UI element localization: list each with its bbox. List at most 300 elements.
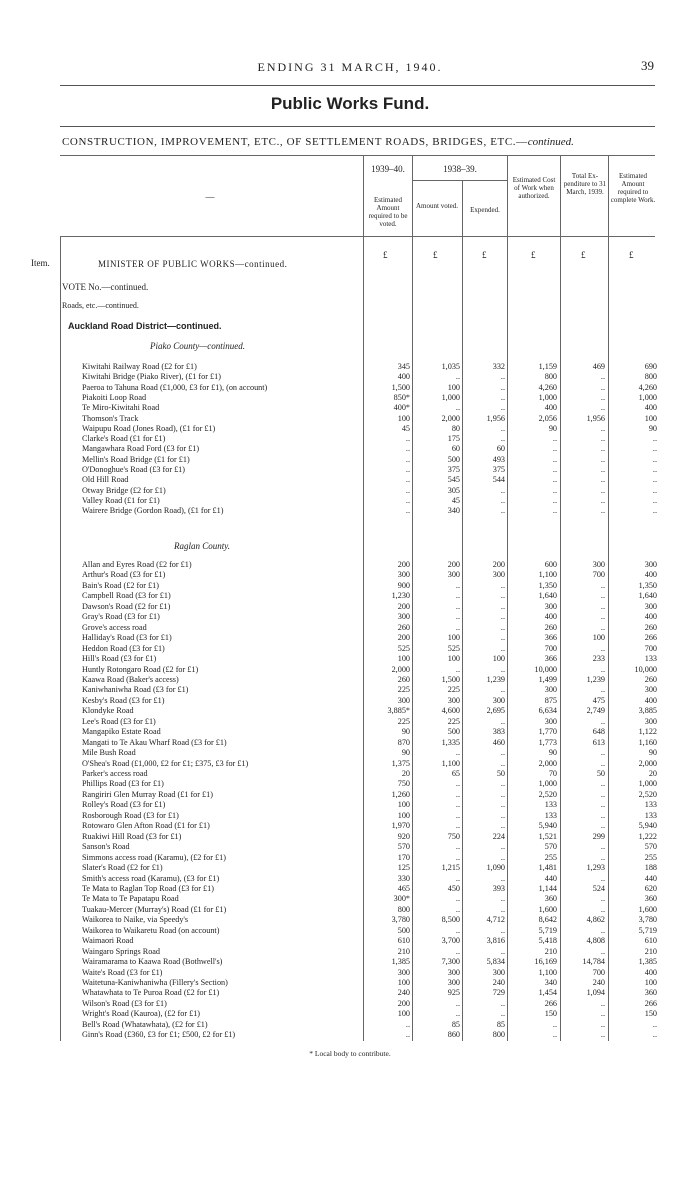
cell-exp: ..: [500, 873, 505, 883]
cell-exp: 4,712: [486, 915, 505, 925]
cell-exp: ..: [500, 904, 505, 914]
cell-total: 100: [592, 633, 605, 643]
cell-est: 400*: [393, 403, 410, 413]
cell-est: 1,385: [391, 957, 410, 967]
cell-est: 240: [397, 988, 410, 998]
cell-complete: 150: [644, 1009, 657, 1019]
cell-est: ..: [405, 465, 410, 474]
cell-complete: ..: [652, 475, 657, 485]
cell-exp: ..: [500, 894, 505, 904]
cell-voted: 8,500: [441, 915, 460, 925]
cell-voted: 1,035: [441, 362, 460, 371]
cell-total: ..: [600, 382, 605, 392]
cell-cost: 340: [544, 978, 557, 987]
cell-est: ..: [405, 444, 410, 454]
road-name: Huntly Rotongaro Road (£2 for £1): [82, 664, 199, 674]
table-row: [0, 894, 700, 904]
table-row: [0, 393, 700, 403]
pound-sign: £: [629, 250, 634, 260]
cell-cost: 1,000: [538, 392, 557, 402]
cell-exp: 493: [492, 454, 505, 464]
cell-complete: 90: [648, 748, 657, 758]
cell-voted: 200: [447, 560, 460, 569]
table-row: [0, 936, 700, 946]
cell-est: 20: [401, 769, 410, 778]
table-row: [0, 581, 700, 591]
cell-est: ..: [405, 1019, 410, 1029]
cell-total: ..: [600, 852, 605, 862]
cell-exp: ..: [500, 506, 505, 516]
road-name: Waimaori Road: [82, 936, 134, 946]
cell-complete: 260: [644, 674, 657, 684]
cell-total: ..: [600, 495, 605, 505]
cell-est: 3,885*: [387, 706, 410, 716]
cell-exp: 300: [492, 570, 505, 580]
cell-total: ..: [600, 998, 605, 1008]
cell-exp: ..: [500, 423, 505, 433]
road-name: Parker's access road: [82, 769, 148, 778]
cell-cost: 800: [544, 372, 557, 382]
cell-total: ..: [600, 716, 605, 726]
table-row: [0, 1009, 700, 1019]
cell-voted: ..: [455, 946, 460, 956]
cell-cost: ..: [552, 444, 557, 454]
cell-exp: ..: [500, 403, 505, 413]
cell-voted: ..: [455, 612, 460, 622]
cell-total: ..: [600, 873, 605, 883]
table-row: [0, 759, 700, 769]
cell-cost: 1,159: [538, 362, 557, 371]
cell-est: 800: [397, 904, 410, 914]
road-name: Lee's Road (£3 for £1): [82, 716, 156, 726]
road-name: O'Shea's Road (£1,000, £2 for £1; £375, £3 for £1): [82, 758, 249, 768]
cell-exp: ..: [500, 622, 505, 632]
table-row: [0, 957, 700, 967]
cell-complete: 300: [644, 560, 657, 569]
cell-est: 225: [397, 716, 410, 726]
road-name: Waipupu Road (Jones Road), (£1 for £1): [82, 423, 216, 433]
cell-exp: 300: [492, 967, 505, 977]
cell-cost: 90: [548, 423, 557, 433]
road-name: Mangawhara Road Ford (£3 for £1): [82, 444, 200, 454]
cell-complete: 188: [644, 863, 657, 873]
cell-est: 200: [397, 560, 410, 569]
cell-total: 300: [592, 560, 605, 569]
cell-complete: 266: [644, 998, 657, 1008]
cell-cost: 1,640: [538, 591, 557, 601]
cell-total: ..: [600, 506, 605, 516]
road-name: Rosborough Road (£3 for £1): [82, 810, 179, 820]
cell-voted: ..: [455, 894, 460, 904]
cell-cost: 1,454: [538, 988, 557, 998]
road-name: Campbell Road (£3 for £1): [82, 591, 171, 601]
road-name: Paeroa to Tahuna Road (£1,000, £3 for £1), (on account): [82, 382, 268, 392]
cell-est: 345: [397, 362, 410, 371]
table-row: [0, 644, 700, 654]
table-row: [0, 424, 700, 434]
cell-total: ..: [600, 748, 605, 758]
road-name: Arthur's Road (£3 for £1): [82, 570, 166, 580]
cell-exp: ..: [500, 664, 505, 674]
table-row: [0, 665, 700, 675]
table-row: [0, 496, 700, 506]
cell-est: 260: [397, 622, 410, 632]
cell-est: 2,000: [391, 664, 410, 674]
road-name: Waite's Road (£3 for £1): [82, 967, 163, 977]
road-name: Gray's Road (£3 for £1): [82, 612, 160, 622]
cell-complete: 20: [648, 769, 657, 778]
cell-cost: 400: [544, 403, 557, 413]
cell-exp: ..: [500, 580, 505, 590]
cell-complete: 2,520: [638, 789, 657, 799]
running-head: ENDING 31 MARCH, 1940.: [257, 60, 443, 74]
cell-voted: 750: [447, 831, 460, 841]
road-name: Heddon Road (£3 for £1): [82, 643, 165, 653]
rule: [60, 126, 655, 127]
cell-complete: 620: [644, 883, 657, 893]
road-name: Wilson's Road (£3 for £1): [82, 998, 167, 1008]
cell-exp: 729: [492, 988, 505, 998]
pound-sign: £: [433, 250, 438, 260]
table-header-rule: [60, 236, 655, 237]
cell-voted: 1,335: [441, 737, 460, 747]
table-row: [0, 905, 700, 915]
road-name: Old Hill Road: [82, 475, 129, 485]
cell-cost: ..: [552, 1019, 557, 1029]
cell-complete: 570: [644, 842, 657, 852]
cell-total: ..: [600, 465, 605, 474]
cell-voted: 100: [447, 633, 460, 643]
cell-est: 465: [397, 883, 410, 893]
cell-complete: 700: [644, 643, 657, 653]
cell-complete: ..: [652, 444, 657, 454]
pound-sign: £: [482, 250, 487, 260]
cell-complete: 400: [644, 403, 657, 413]
cell-exp: ..: [500, 495, 505, 505]
table-row: [0, 444, 700, 454]
table-row: [0, 372, 700, 382]
cell-cost: 2,000: [538, 758, 557, 768]
cell-est: 870: [397, 737, 410, 747]
cell-exp: 460: [492, 737, 505, 747]
cell-exp: ..: [500, 821, 505, 831]
cell-cost: 1,770: [538, 727, 557, 737]
cell-total: ..: [600, 403, 605, 413]
road-name: Kaniwhaniwha Road (£3 for £1): [82, 685, 189, 695]
cell-exp: 50: [496, 769, 505, 778]
cell-est: 300: [397, 612, 410, 622]
pound-sign: £: [581, 250, 586, 260]
cell-complete: 1,385: [638, 957, 657, 967]
cell-voted: ..: [455, 789, 460, 799]
cell-cost: 1,100: [538, 570, 557, 580]
road-name: Kiwitahi Bridge (Piako River), (£1 for £1): [82, 372, 221, 382]
cell-total: ..: [600, 821, 605, 831]
table-row: [0, 403, 700, 413]
road-name: Piakoiti Loop Road: [82, 392, 147, 402]
table-row: [0, 947, 700, 957]
road-name: Te Mata to Te Papatapu Road: [82, 894, 179, 904]
road-name: Te Mata to Raglan Top Road (£3 for £1): [82, 883, 214, 893]
cell-est: 1,230: [391, 591, 410, 601]
table-row: [0, 486, 700, 496]
road-name: O'Donoghue's Road (£3 for £1): [82, 465, 186, 474]
cell-total: ..: [600, 444, 605, 454]
cell-cost: 440: [544, 873, 557, 883]
cell-total: 648: [592, 727, 605, 737]
road-name: Sanson's Road: [82, 842, 130, 852]
cell-total: 2,749: [586, 706, 605, 716]
cell-cost: 5,418: [538, 936, 557, 946]
cell-complete: 800: [644, 372, 657, 382]
cell-total: ..: [600, 1009, 605, 1019]
table-row: [0, 455, 700, 465]
cell-complete: 400: [644, 570, 657, 580]
cell-total: ..: [600, 372, 605, 382]
table-row: [0, 988, 700, 998]
cell-complete: 400: [644, 612, 657, 622]
cell-cost: ..: [552, 434, 557, 444]
cell-cost: ..: [552, 465, 557, 474]
cell-total: ..: [600, 643, 605, 653]
cell-total: 613: [592, 737, 605, 747]
cell-voted: 100: [447, 382, 460, 392]
cell-cost: 570: [544, 842, 557, 852]
cell-complete: 360: [644, 894, 657, 904]
cell-voted: ..: [455, 821, 460, 831]
raglan-county-heading: Raglan County.: [174, 541, 230, 551]
cell-total: 4,808: [586, 936, 605, 946]
cell-cost: ..: [552, 495, 557, 505]
cell-cost: 366: [544, 633, 557, 643]
cell-complete: 1,000: [638, 392, 657, 402]
cell-voted: 300: [447, 695, 460, 705]
cell-voted: ..: [455, 998, 460, 1008]
cell-total: ..: [600, 925, 605, 935]
cell-total: 1,094: [586, 988, 605, 998]
cell-cost: 300: [544, 716, 557, 726]
road-name: Wairere Bridge (Gordon Road), (£1 for £1): [82, 506, 224, 516]
cell-exp: ..: [500, 800, 505, 810]
cell-total: ..: [600, 612, 605, 622]
cell-cost: 300: [544, 685, 557, 695]
road-name: Mile Bush Road: [82, 748, 136, 758]
cell-voted: 500: [447, 727, 460, 737]
cell-cost: 8,642: [538, 915, 557, 925]
cell-est: 45: [401, 423, 410, 433]
cell-est: 525: [397, 643, 410, 653]
cell-cost: 1,144: [538, 883, 557, 893]
cell-exp: 85: [496, 1019, 505, 1029]
cell-exp: ..: [500, 591, 505, 601]
cell-voted: ..: [455, 601, 460, 611]
table-row: [0, 696, 700, 706]
table-row: [0, 748, 700, 758]
cell-voted: 225: [447, 716, 460, 726]
cell-voted: 340: [447, 506, 460, 516]
road-name: Valley Road (£1 for £1): [82, 495, 160, 505]
cell-voted: 500: [447, 454, 460, 464]
cell-total: 1,956: [586, 413, 605, 423]
table-row: [0, 800, 700, 810]
cell-exp: ..: [500, 633, 505, 643]
table-row: [0, 685, 700, 695]
item-label: Item.: [31, 258, 50, 268]
cell-total: ..: [600, 454, 605, 464]
cell-exp: ..: [500, 852, 505, 862]
cell-est: 200: [397, 998, 410, 1008]
table-row: [0, 465, 700, 475]
cell-est: 610: [397, 936, 410, 946]
cell-est: 200: [397, 601, 410, 611]
cell-cost: 366: [544, 654, 557, 664]
cell-cost: 1,350: [538, 580, 557, 590]
road-name: Waikorea to Waikaretu Road (on account): [82, 925, 220, 935]
cell-exp: ..: [500, 758, 505, 768]
cell-est: 260: [397, 674, 410, 684]
cell-total: 700: [592, 967, 605, 977]
table-row: [0, 915, 700, 925]
cell-cost: 600: [544, 560, 557, 569]
cell-cost: 133: [544, 800, 557, 810]
cell-est: 1,970: [391, 821, 410, 831]
cell-complete: 300: [644, 685, 657, 695]
road-name: Ginn's Road (£360, £3 for £1; £500, £2 for £1): [82, 1030, 236, 1040]
cell-est: ..: [405, 506, 410, 516]
cell-est: 1,500: [391, 382, 410, 392]
cell-total: ..: [600, 758, 605, 768]
cell-exp: 332: [492, 362, 505, 371]
road-name: Waikorea to Naike, via Speedy's: [82, 915, 189, 925]
cell-cost: 1,100: [538, 967, 557, 977]
cell-cost: ..: [552, 506, 557, 516]
cell-total: ..: [600, 779, 605, 789]
cell-complete: 2,000: [638, 758, 657, 768]
table-row: [0, 884, 700, 894]
table-row: [0, 560, 700, 570]
table-row: [0, 779, 700, 789]
roads-heading: Roads, etc.—continued.: [62, 301, 139, 310]
cell-est: 225: [397, 685, 410, 695]
cell-voted: 925: [447, 988, 460, 998]
cell-cost: ..: [552, 1030, 557, 1040]
cell-voted: 3,700: [441, 936, 460, 946]
cell-voted: 1,500: [441, 674, 460, 684]
cell-est: ..: [405, 454, 410, 464]
cell-voted: ..: [455, 591, 460, 601]
cell-voted: 545: [447, 475, 460, 485]
cell-voted: ..: [455, 580, 460, 590]
table-row: [0, 790, 700, 800]
cell-total: 50: [596, 769, 605, 778]
cell-voted: ..: [455, 779, 460, 789]
cell-voted: 45: [451, 495, 460, 505]
page-subtitle: [62, 136, 574, 148]
cell-complete: 1,122: [638, 727, 657, 737]
cell-exp: 1,239: [486, 674, 505, 684]
table-row: [0, 853, 700, 863]
cell-voted: 1,000: [441, 392, 460, 402]
cell-complete: 400: [644, 695, 657, 705]
cell-total: 14,784: [582, 957, 605, 967]
cell-total: 700: [592, 570, 605, 580]
road-name: Kiwitahi Railway Road (£2 for £1): [82, 362, 197, 371]
cell-complete: 400: [644, 967, 657, 977]
cell-cost: 255: [544, 852, 557, 862]
cell-voted: 525: [447, 643, 460, 653]
cell-total: 233: [592, 654, 605, 664]
cell-est: 300: [397, 967, 410, 977]
cell-complete: 10,000: [634, 664, 657, 674]
cell-voted: 860: [447, 1030, 460, 1040]
cell-complete: ..: [652, 495, 657, 505]
cell-total: 475: [592, 695, 605, 705]
table-row: [0, 821, 700, 831]
cell-complete: 610: [644, 936, 657, 946]
cell-est: 920: [397, 831, 410, 841]
cell-voted: ..: [455, 810, 460, 820]
cell-exp: ..: [500, 685, 505, 695]
cell-total: ..: [600, 664, 605, 674]
cell-total: 4,862: [586, 915, 605, 925]
cell-cost: 150: [544, 1009, 557, 1019]
cell-voted: ..: [455, 372, 460, 382]
header-year-1938: 1938–39.: [443, 164, 477, 174]
cell-voted: ..: [455, 904, 460, 914]
cell-est: 100: [397, 810, 410, 820]
cell-cost: 360: [544, 894, 557, 904]
table-row: [0, 706, 700, 716]
cell-total: ..: [600, 789, 605, 799]
cell-exp: 393: [492, 883, 505, 893]
cell-est: 300*: [393, 894, 410, 904]
cell-est: ..: [405, 475, 410, 485]
table-row: [0, 863, 700, 873]
road-name: Te Miro-Kiwitahi Road: [82, 403, 160, 413]
table-row: [0, 506, 700, 516]
cell-cost: 210: [544, 946, 557, 956]
table-row: [0, 612, 700, 622]
cell-complete: 3,780: [638, 915, 657, 925]
cell-est: 3,780: [391, 915, 410, 925]
road-name: Otway Bridge (£2 for £1): [82, 485, 166, 495]
road-name: Waitetuna-Kaniwhaniwha (Fillery's Section): [82, 978, 228, 987]
cell-total: 240: [592, 978, 605, 987]
road-name: Smith's access road (Karamu), (£3 for £1): [82, 873, 220, 883]
cell-voted: 1,215: [441, 863, 460, 873]
header-estimated-cost: Estimated Cost of Work when authorized.: [512, 176, 556, 200]
cell-voted: 305: [447, 485, 460, 495]
cell-exp: 224: [492, 831, 505, 841]
cell-voted: 300: [447, 978, 460, 987]
cell-voted: ..: [455, 852, 460, 862]
table-row: [0, 383, 700, 393]
cell-cost: 260: [544, 622, 557, 632]
cell-exp: ..: [500, 643, 505, 653]
cell-complete: 360: [644, 988, 657, 998]
cell-complete: 1,600: [638, 904, 657, 914]
cell-cost: 133: [544, 810, 557, 820]
cell-exp: ..: [500, 392, 505, 402]
cell-exp: ..: [500, 842, 505, 852]
table-row: [0, 999, 700, 1009]
road-name: Klondyke Road: [82, 706, 134, 716]
table-row: [0, 675, 700, 685]
cell-complete: 1,160: [638, 737, 657, 747]
table-row: [0, 738, 700, 748]
cell-voted: 1,100: [441, 758, 460, 768]
road-name: Simmons access road (Karamu), (£2 for £1): [82, 852, 226, 862]
